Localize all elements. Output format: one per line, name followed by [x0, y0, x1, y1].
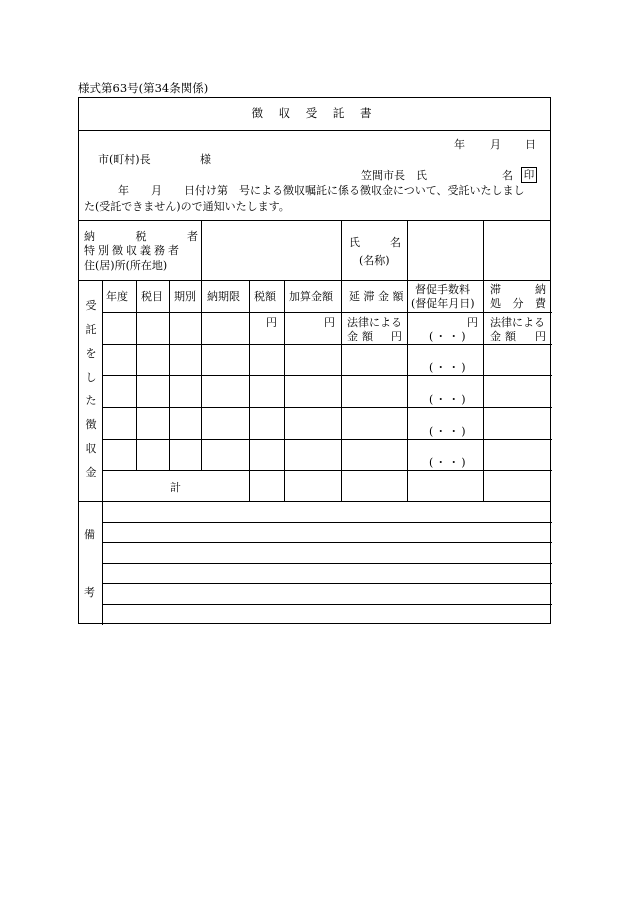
notice-body-line2: た(受託できません)ので通知いたします。 — [84, 200, 290, 213]
remarks-line-5 — [102, 604, 552, 605]
table-col-line-8 — [407, 280, 408, 501]
sender-label: 笠間市長 — [361, 169, 405, 182]
form-title: 徴 収 受 託 書 — [251, 106, 378, 120]
disposal-legal-line2: 金額 — [490, 330, 520, 343]
header-delinquent-1 — [490, 284, 546, 295]
delinquent-char-2: 納 — [535, 283, 546, 296]
date-month: 月 — [490, 138, 501, 151]
taxpayer-divider-4 — [483, 220, 484, 280]
commission-acceptance-form — [78, 97, 551, 624]
name-label-char-1: 氏 — [349, 236, 360, 249]
special-collector-label: 特別徴収義務者 — [84, 244, 182, 257]
reminder-fee-unit: 円 — [467, 316, 478, 329]
late-fee-legal-line2: 金額 — [347, 330, 377, 343]
total-label: 計 — [170, 481, 181, 494]
name-label — [349, 237, 401, 248]
side-char-2: 託 — [85, 322, 97, 336]
penalty-unit: 円 — [324, 316, 335, 329]
taxpayer-bottom-line — [79, 280, 550, 281]
sender-name-label-2: 名 — [502, 169, 513, 182]
remarks-line-1 — [102, 522, 552, 523]
remarks-label-char-2: 考 — [84, 586, 95, 599]
sender-name-label: 氏 — [416, 169, 427, 182]
name-label-char-2: 名 — [390, 236, 401, 249]
remarks-label-char-1: 備 — [84, 528, 95, 541]
header-delinquent-2: 処 分 費 — [490, 297, 550, 310]
row-line-5 — [102, 470, 552, 471]
header-period: 期別 — [174, 290, 196, 303]
table-col-line-5 — [249, 280, 250, 501]
taxpayer-divider-1 — [201, 220, 202, 280]
date-year: 年 — [454, 138, 465, 151]
collected-amount-side-label — [80, 300, 102, 478]
remarks-line-2 — [102, 542, 552, 543]
taxpayer-label-char-3: 者 — [187, 230, 198, 243]
table-col-line-7 — [341, 280, 342, 501]
remarks-line-4 — [102, 583, 552, 584]
reminder-date-row-2: (・・) — [429, 361, 468, 374]
header-tax-item: 税目 — [141, 290, 163, 303]
reminder-date-row-5: (・・) — [429, 456, 468, 469]
header-reminder-fee: 督促手数料 — [415, 283, 470, 296]
taxpayer-divider-3 — [407, 220, 408, 280]
date-day: 日 — [525, 138, 536, 151]
side-char-5: た — [85, 394, 97, 408]
taxpayer-label — [84, 231, 198, 242]
disposal-legal-line1: 法律による — [490, 316, 545, 329]
late-fee-unit: 円 — [391, 330, 402, 343]
reminder-date-row-4: (・・) — [429, 425, 468, 438]
taxpayer-label-char-1: 納 — [84, 230, 95, 243]
table-col-line-9 — [483, 280, 484, 501]
side-char-6: 徴 — [85, 418, 97, 432]
side-char-1: 受 — [85, 299, 97, 312]
remarks-line-3 — [102, 563, 552, 564]
taxpayer-divider-2 — [341, 220, 342, 280]
row-line-1 — [102, 344, 552, 345]
notice-body-line1: 年 月 日付け第 号による徴収嘱託に係る徴収金について、受託いたしまし — [118, 184, 525, 197]
header-reminder-date: (督促年月日) — [411, 297, 475, 310]
header-year: 年度 — [106, 290, 128, 303]
tax-amount-unit: 円 — [266, 316, 277, 329]
seal-mark: 印 — [521, 167, 537, 183]
row-line-4 — [102, 439, 552, 440]
side-char-7: 収 — [85, 442, 97, 456]
header-tax-amount: 税額 — [254, 290, 276, 303]
header-row-line — [102, 312, 552, 313]
table-col-line-6 — [284, 280, 285, 501]
header-late-fee: 延 滞 金 額 — [349, 290, 404, 303]
delinquent-char-1: 滞 — [490, 283, 501, 296]
form-number-caption: 様式第63号(第34条関係) — [78, 81, 209, 95]
title-divider — [79, 130, 550, 131]
reminder-date-row-1: (・・) — [429, 330, 468, 343]
taxpayer-label-char-2: 税 — [135, 230, 147, 243]
row-line-3 — [102, 407, 552, 408]
total-row-line — [79, 501, 550, 502]
header-divider — [79, 220, 550, 221]
name-sub-label: (名称) — [359, 254, 390, 267]
addressee-label: 市(町村)長 — [98, 153, 151, 166]
side-char-4: し — [85, 370, 97, 384]
disposal-unit: 円 — [535, 330, 546, 343]
table-col-line-1 — [102, 280, 103, 625]
late-fee-legal-line1: 法律による — [347, 316, 402, 329]
side-char-8: 金 — [85, 465, 97, 479]
addressee-honorific: 様 — [200, 153, 211, 166]
reminder-date-row-3: (・・) — [429, 393, 468, 406]
address-label: 住(居)所(所在地) — [84, 259, 168, 272]
header-due-date: 納期限 — [207, 290, 240, 303]
header-penalty: 加算金額 — [289, 290, 333, 303]
row-line-2 — [102, 375, 552, 376]
side-char-3: を — [85, 346, 97, 360]
